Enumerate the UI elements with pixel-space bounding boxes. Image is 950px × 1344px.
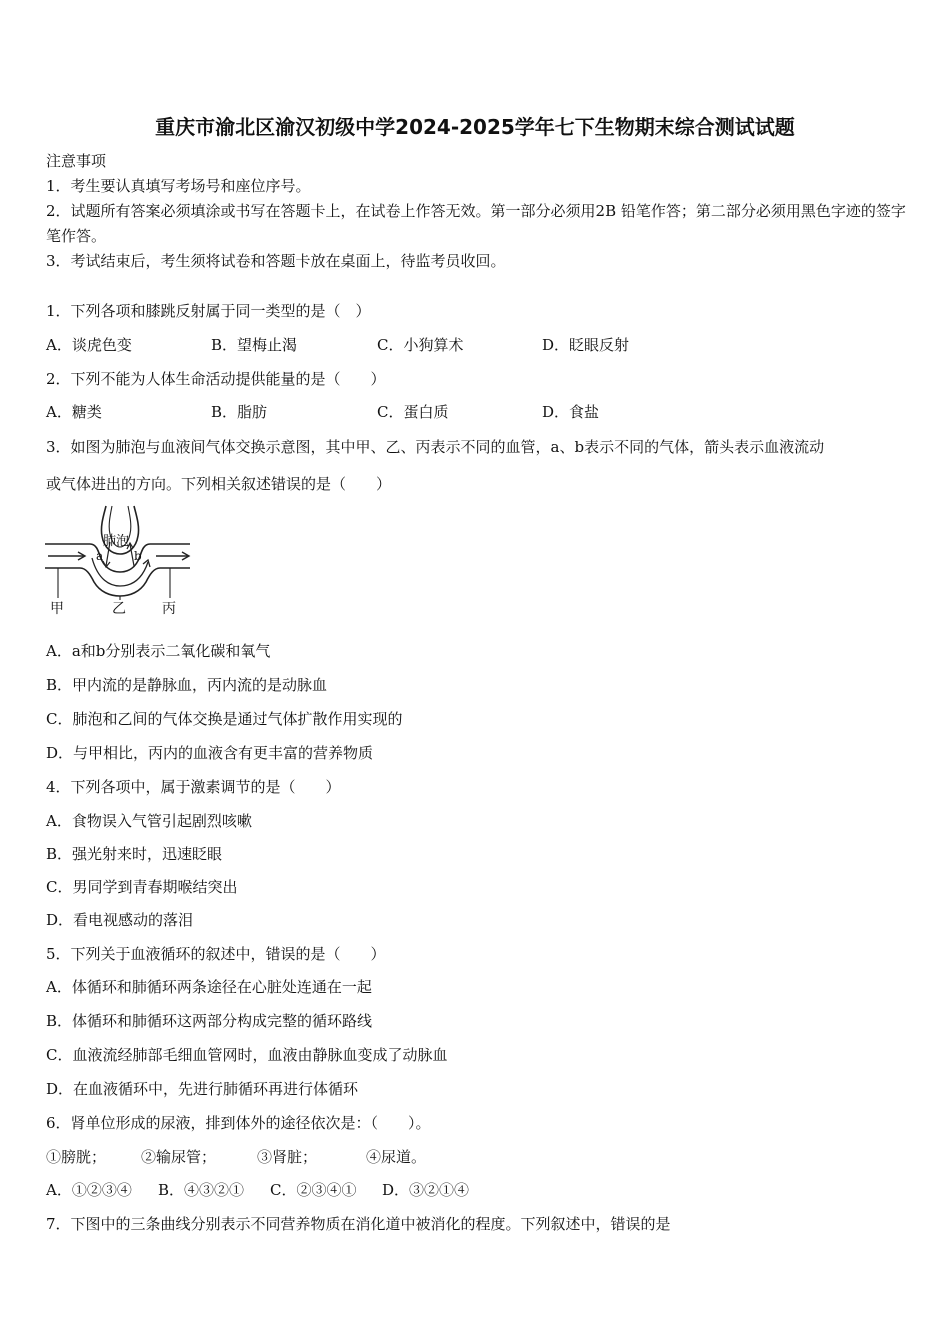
notice-item-1: 1．考生要认真填写考场号和座位序号。 <box>46 177 311 195</box>
q1-option-b[interactable]: B．望梅止渴 <box>211 336 298 354</box>
gas-a-label: a <box>96 549 104 563</box>
exam-title: 重庆市渝北区渝汉初级中学2024-2025学年七下生物期末综合测试试题 <box>155 115 795 139</box>
gas-b-label: b <box>134 549 142 563</box>
alveolus-label: 肺泡 <box>103 534 130 549</box>
q5-option-b[interactable]: B．体循环和肺循环这两部分构成完整的循环路线 <box>46 1012 373 1030</box>
q6-item-3: ③肾脏； <box>257 1148 318 1166</box>
q4-option-c[interactable]: C．男同学到青春期喉结突出 <box>46 878 238 896</box>
q2-option-a[interactable]: A．糖类 <box>46 403 102 421</box>
q2-option-c[interactable]: C．蛋白质 <box>377 403 449 421</box>
q1-option-a[interactable]: A．谈虎色变 <box>46 336 132 354</box>
q6-item-2: ②输尿管； <box>141 1148 217 1166</box>
q2-option-d[interactable]: D．食盐 <box>542 403 600 421</box>
q5-option-c[interactable]: C．血液流经肺部毛细血管网时，血液由静脉血变成了动脉血 <box>46 1046 448 1064</box>
q6-stem: 6．肾单位形成的尿液，排到体外的途径依次是：（ ）。 <box>46 1114 431 1132</box>
q1-stem: 1．下列各项和膝跳反射属于同一类型的是（ ） <box>46 302 371 320</box>
q4-option-b[interactable]: B．强光射来时，迅速眨眼 <box>46 845 223 863</box>
q1-option-d[interactable]: D．眨眼反射 <box>542 336 630 354</box>
q3-option-a[interactable]: A．a和b分别表示二氧化碳和氧气 <box>46 642 271 660</box>
q3-option-c[interactable]: C．肺泡和乙间的气体交换是通过气体扩散作用实现的 <box>46 710 403 728</box>
q6-option-d[interactable]: D．③②①④ <box>382 1181 470 1199</box>
vessel-bing-label: 丙 <box>162 601 176 617</box>
q4-stem: 4．下列各项中，属于激素调节的是（ ） <box>46 778 341 796</box>
q7-stem: 7．下图中的三条曲线分别表示不同营养物质在消化道中被消化的程度。下列叙述中，错误的是 <box>46 1215 671 1233</box>
q3-stem-line1: 3．如图为肺泡与血液间气体交换示意图，其中甲、乙、丙表示不同的血管，a、b表示不同的气体，箭头表示血液流动 <box>46 438 825 456</box>
q6-option-a[interactable]: A．①②③④ <box>46 1181 132 1199</box>
q6-item-1: ①膀胱； <box>46 1148 107 1166</box>
q5-option-d[interactable]: D．在血液循环中，先进行肺循环再进行体循环 <box>46 1080 359 1098</box>
notice-item-3: 3．考试结束后，考生须将试卷和答题卡放在桌面上，待监考员收回。 <box>46 252 506 270</box>
q6-option-c[interactable]: C．②③④① <box>270 1181 357 1199</box>
q2-stem: 2．下列不能为人体生命活动提供能量的是（ ） <box>46 370 386 388</box>
q3-option-b[interactable]: B．甲内流的是静脉血，丙内流的是动脉血 <box>46 676 328 694</box>
vessel-jia-label: 甲 <box>50 601 64 617</box>
q3-stem-line2: 或气体进出的方向。下列相关叙述错误的是（ ） <box>46 475 392 493</box>
q6-item-4: ④尿道。 <box>366 1148 427 1166</box>
q3-option-d[interactable]: D．与甲相比，丙内的血液含有更丰富的营养物质 <box>46 744 374 762</box>
q5-stem: 5．下列关于血液循环的叙述中，错误的是（ ） <box>46 945 386 963</box>
q6-option-b[interactable]: B．④③②① <box>158 1181 245 1199</box>
alveolus-gas-exchange-diagram <box>40 500 200 620</box>
q4-option-d[interactable]: D．看电视感动的落泪 <box>46 911 194 929</box>
q5-option-a[interactable]: A．体循环和肺循环两条途径在心脏处连通在一起 <box>46 978 372 996</box>
notice-item-2: 2．试题所有答案必须填涂或书写在答题卡上，在试卷上作答无效。第一部分必须用2B 铅笔作答；第二部分必须用黑色字迹的签字笔作答。 <box>46 202 906 245</box>
q4-option-a[interactable]: A．食物误入气管引起剧烈咳嗽 <box>46 812 252 830</box>
vessel-yi-label: 乙 <box>112 601 126 617</box>
q2-option-b[interactable]: B．脂肪 <box>211 403 268 421</box>
q1-option-c[interactable]: C．小狗算术 <box>377 336 464 354</box>
notice-heading: 注意事项 <box>46 152 107 170</box>
